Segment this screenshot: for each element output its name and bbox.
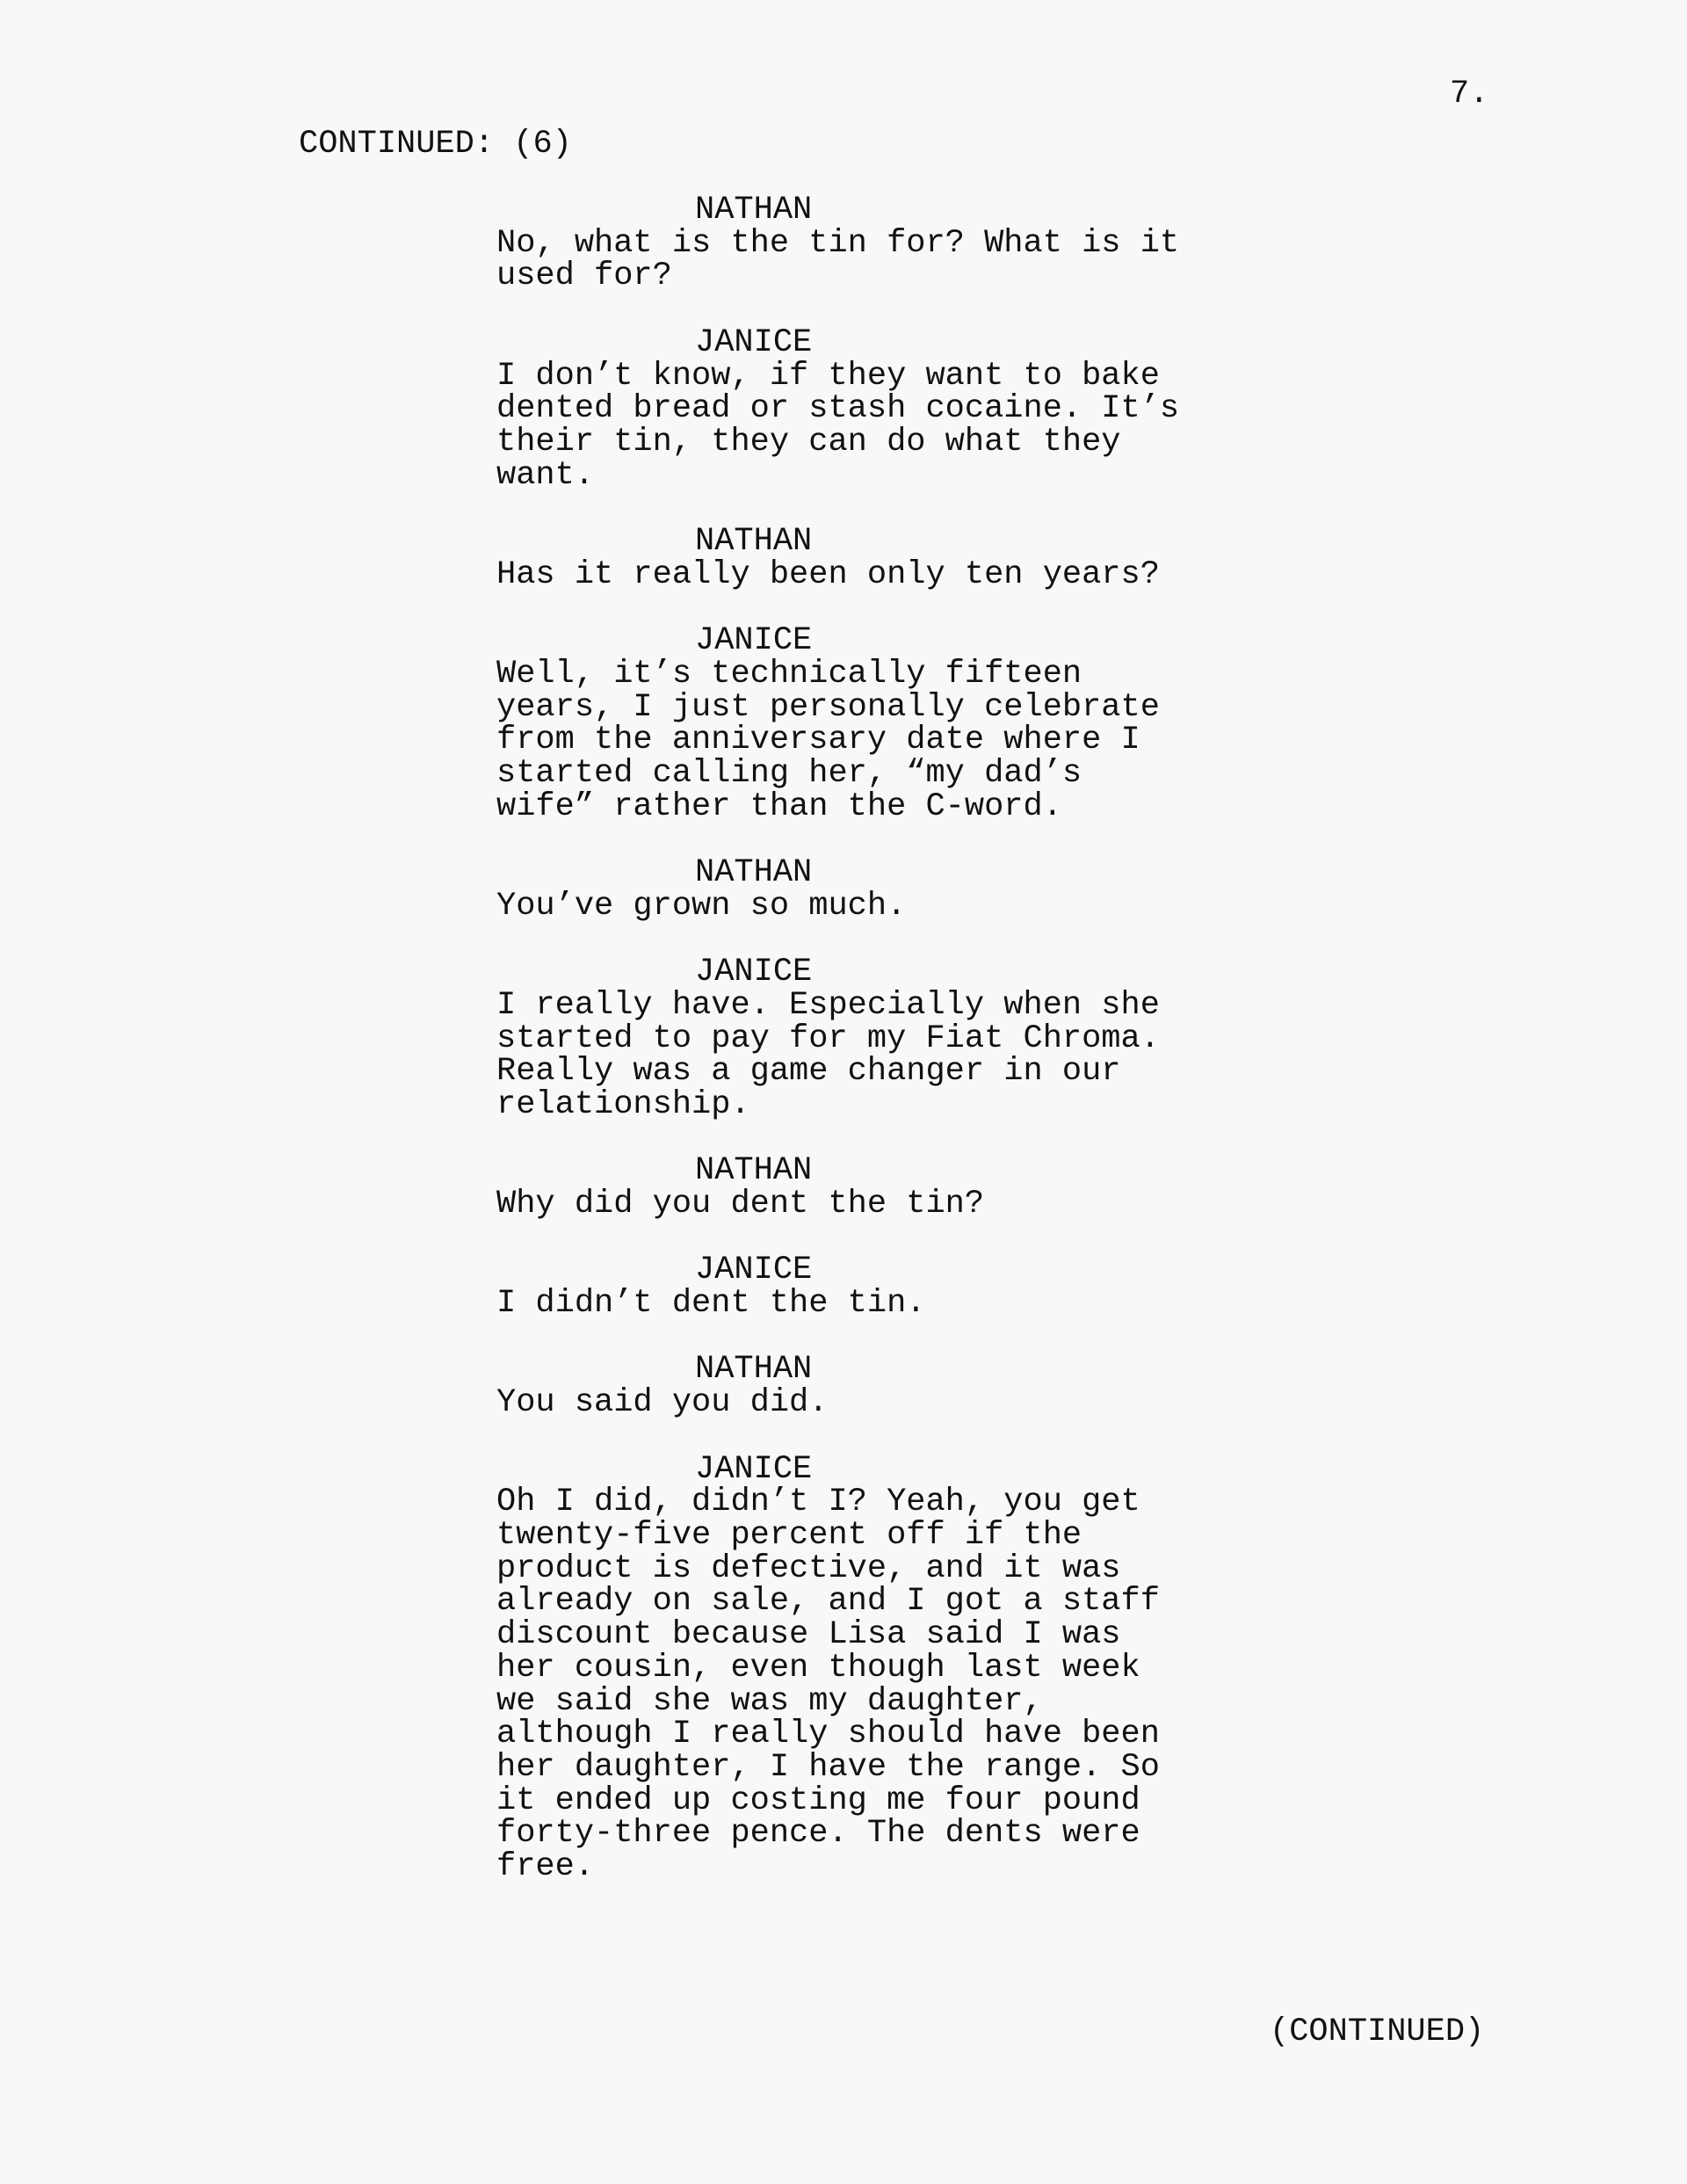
character-name: JANICE xyxy=(695,323,813,361)
character-name: JANICE xyxy=(695,622,813,660)
dialogue-block xyxy=(496,1450,1217,1886)
dialogue-line: You said you did. xyxy=(496,1384,829,1422)
character-name: NATHAN xyxy=(695,523,813,560)
page-number: 7. xyxy=(1450,76,1489,112)
dialogue-line: You’ve grown so much. xyxy=(496,887,907,925)
dialogue-line: her cousin, even though last week xyxy=(496,1649,1140,1687)
dialogue-line: their tin, they can do what they xyxy=(496,423,1121,461)
dialogue-line: started calling her, “my dad’s xyxy=(496,754,1082,792)
character-name: NATHAN xyxy=(695,854,813,891)
dialogue-line: it ended up costing me four pound xyxy=(496,1781,1140,1819)
dialogue-line: Has it really been only ten years? xyxy=(496,555,1160,593)
dialogue-line: started to pay for my Fiat Chroma. xyxy=(496,1019,1160,1057)
dialogue-line: from the anniversary date where I xyxy=(496,722,1140,759)
dialogue-line: although I really should have been xyxy=(496,1716,1160,1753)
dialogue-line: already on sale, and I got a staff xyxy=(496,1583,1160,1621)
dialogue-line: Well, it’s technically fifteen xyxy=(496,655,1082,693)
dialogue-block xyxy=(496,1252,1217,1323)
dialogue-line: want. xyxy=(496,456,595,494)
dialogue-block xyxy=(496,956,1217,1122)
dialogue-line: free. xyxy=(496,1848,595,1886)
dialogue-block xyxy=(496,323,1217,494)
dialogue-line: we said she was my daughter, xyxy=(496,1682,1043,1720)
dialogue-line: years, I just personally celebrate xyxy=(496,688,1160,726)
dialogue-block xyxy=(496,194,1217,294)
dialogue-line: relationship. xyxy=(496,1085,750,1123)
dialogue-line: I didn’t dent the tin. xyxy=(496,1285,926,1323)
dialogue-line: her daughter, I have the range. So xyxy=(496,1748,1160,1786)
dialogue-line: I really have. Especially when she xyxy=(496,986,1160,1024)
dialogue-line: I don’t know, if they want to bake xyxy=(496,357,1160,395)
dialogue-line: Really was a game changer in our xyxy=(496,1053,1121,1091)
character-name: JANICE xyxy=(695,1252,813,1289)
continued-footer: (CONTINUED) xyxy=(1270,2013,1485,2050)
dialogue-block xyxy=(496,854,1217,925)
dialogue-line: twenty-five percent off if the xyxy=(496,1516,1082,1554)
dialogue-line: dented bread or stash cocaine. It’s xyxy=(496,390,1180,428)
dialogue-block xyxy=(496,1351,1217,1422)
continued-header: CONTINUED: (6) xyxy=(299,126,572,163)
dialogue-line: Oh I did, didn’t I? Yeah, you get xyxy=(496,1484,1140,1521)
dialogue-line: product is defective, and it was xyxy=(496,1549,1121,1587)
character-name: NATHAN xyxy=(695,1152,813,1190)
dialogue-block xyxy=(496,622,1217,825)
dialogue-line: discount because Lisa said I was xyxy=(496,1616,1121,1654)
dialogue-block xyxy=(496,1152,1217,1223)
dialogue-block xyxy=(496,523,1217,593)
character-name: NATHAN xyxy=(695,1351,813,1389)
dialogue-line: Why did you dent the tin? xyxy=(496,1186,985,1223)
character-name: NATHAN xyxy=(695,192,813,229)
character-name: JANICE xyxy=(695,954,813,991)
character-name: JANICE xyxy=(695,1450,813,1488)
dialogue-line: No, what is the tin for? What is it xyxy=(496,224,1180,262)
dialogue-line: used for? xyxy=(496,258,672,295)
dialogue-column xyxy=(496,194,1217,1917)
dialogue-line: wife” rather than the C-word. xyxy=(496,787,1062,825)
dialogue-line: forty-three pence. The dents were xyxy=(496,1815,1140,1853)
